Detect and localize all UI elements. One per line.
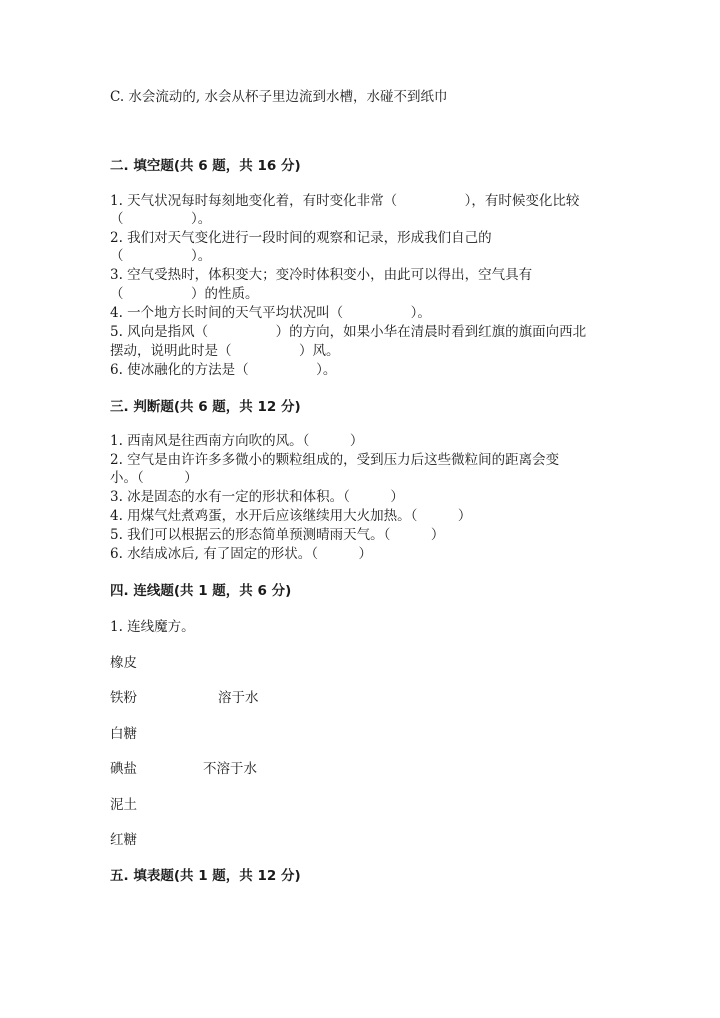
match-left-item-3: 白糖 bbox=[110, 726, 137, 742]
match-left-item-6: 红糖 bbox=[110, 832, 137, 848]
match-left-item-1: 橡皮 bbox=[110, 655, 137, 671]
judge-line-5: 4. 用煤气灶煮鸡蛋，水开后应该继续用大火加热。（ ） bbox=[110, 508, 472, 524]
judge-line-6: 5. 我们可以根据云的形态简单预测晴雨天气。（ ） bbox=[110, 527, 445, 543]
section-2-title: 二. 填空题(共 6 题，共 16 分) bbox=[110, 158, 301, 174]
judge-line-4: 3. 冰是固态的水有一定的形状和体积。（ ） bbox=[110, 489, 404, 505]
fill-line-5: 3. 空气受热时，体积变大；变冷时体积变小，由此可以得出，空气具有 bbox=[110, 267, 533, 283]
judge-line-7: 6. 水结成冰后, 有了固定的形状。（ ） bbox=[110, 546, 373, 562]
fill-line-2: （ ）。 bbox=[110, 211, 212, 227]
match-left-item-2: 铁粉 bbox=[110, 690, 137, 706]
fill-line-9: 摆动，说明此时是（ ）风。 bbox=[110, 343, 340, 359]
matching-question: 1. 连线魔方。 bbox=[110, 619, 195, 635]
previous-option-c: C. 水会流动的, 水会从杯子里边流到水槽，水碰不到纸巾 bbox=[110, 89, 448, 105]
fill-line-8: 5. 风向是指风（ ）的方向，如果小华在清晨时看到红旗的旗面向西北 bbox=[110, 324, 587, 340]
fill-line-3: 2. 我们对天气变化进行一段时间的观察和记录，形成我们自己的 bbox=[110, 230, 492, 246]
fill-line-6: （ ）的性质。 bbox=[110, 286, 259, 302]
match-right-item-2: 不溶于水 bbox=[203, 761, 257, 777]
judge-line-1: 1. 西南风是往西南方向吹的风。（ ） bbox=[110, 433, 364, 449]
fill-line-1: 1. 天气状况每时每刻地变化着，有时变化非常（ ），有时候变化比较 bbox=[110, 193, 580, 209]
fill-line-7: 4. 一个地方长时间的天气平均状况叫（ ）。 bbox=[110, 305, 431, 321]
judge-line-2: 2. 空气是由许许多多微小的颗粒组成的，受到压力后这些微粒间的距离会变 bbox=[110, 452, 560, 468]
judge-line-3: 小。（ ） bbox=[110, 470, 198, 486]
match-left-item-4: 碘盐 bbox=[110, 761, 137, 777]
fill-line-4: （ ）。 bbox=[110, 248, 212, 264]
match-left-item-5: 泥土 bbox=[110, 797, 137, 813]
section-5-title: 五. 填表题(共 1 题，共 12 分) bbox=[110, 868, 301, 884]
section-4-title: 四. 连线题(共 1 题，共 6 分) bbox=[110, 583, 292, 599]
match-right-item-1: 溶于水 bbox=[218, 690, 259, 706]
section-3-title: 三. 判断题(共 6 题，共 12 分) bbox=[110, 399, 301, 415]
fill-line-10: 6. 使冰融化的方法是（ ）。 bbox=[110, 362, 337, 378]
